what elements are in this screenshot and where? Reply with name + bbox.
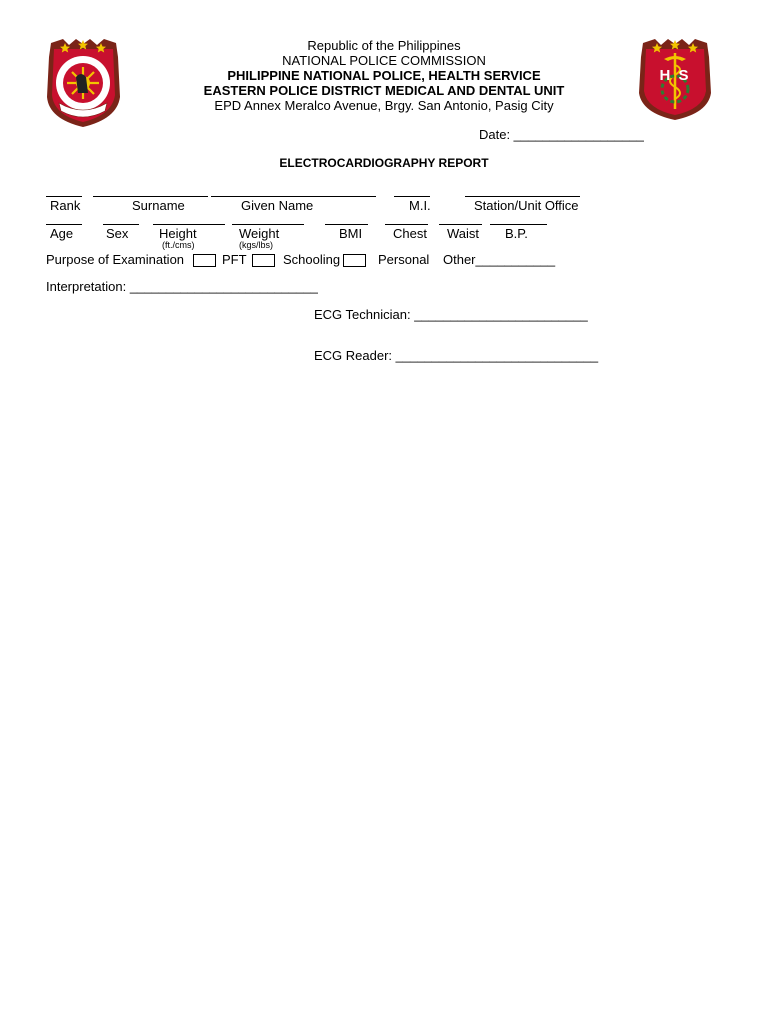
purpose-checkbox-personal[interactable] [343, 254, 366, 267]
purpose-option-schooling: Schooling [283, 252, 341, 267]
height-unit: (ft./cms) [162, 240, 195, 250]
given-name-line[interactable] [211, 196, 376, 197]
age-label: Age [50, 226, 74, 241]
bmi-line[interactable] [325, 224, 368, 225]
height-label: Height [159, 226, 197, 241]
header-agency: PHILIPPINE NATIONAL POLICE, HEALTH SERVICE [227, 68, 541, 83]
bp-line[interactable] [490, 224, 547, 225]
ecg-technician-field[interactable]: ECG Technician: ________________________ [314, 307, 588, 322]
surname-label: Surname [132, 198, 185, 213]
waist-line[interactable] [439, 224, 482, 225]
bmi-label: BMI [339, 226, 363, 241]
purpose-option-pft: PFT [222, 252, 247, 267]
given-name-label: Given Name [241, 198, 314, 213]
chest-label: Chest [393, 226, 427, 241]
surname-line[interactable] [93, 196, 208, 197]
height-line[interactable] [153, 224, 225, 225]
chest-line[interactable] [385, 224, 428, 225]
header-address: EPD Annex Meralco Avenue, Brgy. San Antonio, Pasig City [214, 98, 554, 113]
waist-label: Waist [447, 226, 480, 241]
station-label: Station/Unit Office [474, 198, 579, 213]
rank-line[interactable] [46, 196, 82, 197]
interpretation-field[interactable]: Interpretation: __________________________ [46, 279, 318, 294]
date-field[interactable]: Date: __________________ [479, 127, 644, 142]
weight-line[interactable] [232, 224, 304, 225]
mi-line[interactable] [394, 196, 430, 197]
station-line[interactable] [465, 196, 580, 197]
bp-label: B.P. [505, 226, 528, 241]
header-commission: NATIONAL POLICE COMMISSION [282, 53, 486, 68]
health-service-letters: H S [659, 67, 691, 84]
sex-label: Sex [106, 226, 129, 241]
weight-unit: (kgs/lbs) [239, 240, 274, 250]
purpose-option-personal: Personal [378, 252, 430, 267]
purpose-other-field[interactable]: Other___________ [443, 252, 556, 267]
mi-label: M.I. [409, 198, 431, 213]
purpose-checkbox-schooling[interactable] [252, 254, 275, 267]
purpose-checkbox-pft[interactable] [193, 254, 216, 267]
purpose-label: Purpose of Examination [46, 252, 185, 267]
rank-label: Rank [50, 198, 81, 213]
ecg-reader-field[interactable]: ECG Reader: ____________________________ [314, 348, 599, 363]
report-title: ELECTROCARDIOGRAPHY REPORT [279, 156, 489, 170]
header-unit: EASTERN POLICE DISTRICT MEDICAL AND DENTAL UNIT [203, 83, 565, 98]
sex-line[interactable] [103, 224, 139, 225]
header-country: Republic of the Philippines [307, 38, 461, 53]
age-line[interactable] [46, 224, 82, 225]
weight-label: Weight [239, 226, 280, 241]
